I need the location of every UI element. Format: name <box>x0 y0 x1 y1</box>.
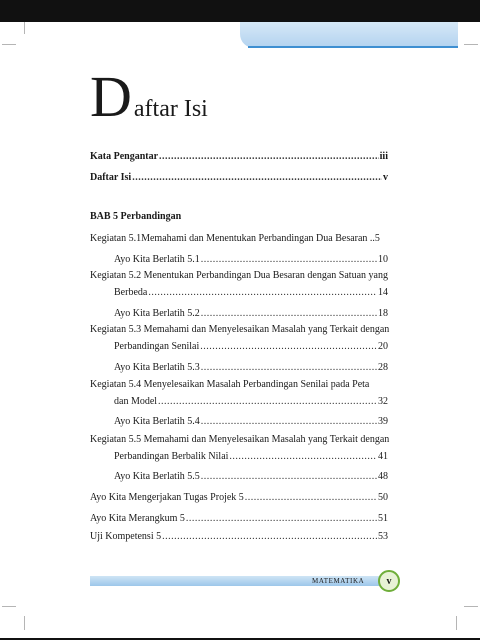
toc-entry-ayo-kita-berlatih-5-5[interactable]: Ayo Kita Berlatih 5.5 ..... 48 <box>114 471 388 482</box>
toc-entry-ayo-kita-berlatih-5-4[interactable]: Ayo Kita Berlatih 5.4 ..... 39 <box>114 416 388 427</box>
toc-entry-merangkum-5[interactable]: Ayo Kita Merangkum 5 ..... 51 <box>90 513 388 524</box>
page-title <box>90 64 208 129</box>
toc-entry-ayo-kita-berlatih-5-2[interactable]: Ayo Kita Berlatih 5.2 ..... 18 <box>114 308 388 319</box>
crop-mark <box>464 44 478 45</box>
toc-entry-kegiatan-5-4-line1: Kegiatan 5.4 Menyelesaikan Masalah Perbandingan Senilai pada Peta <box>90 379 370 390</box>
toc-entry-kegiatan-5-2-line1: Kegiatan 5.2 Menentukan Perbandingan Dua Besaran dengan Satuan yang <box>90 270 388 281</box>
chapter-heading: BAB 5 Perbandingan <box>90 211 182 222</box>
crop-mark <box>24 22 25 34</box>
crop-mark <box>24 616 25 630</box>
toc-entry-ayo-kita-berlatih-5-3[interactable]: Ayo Kita Berlatih 5.3 ..... 28 <box>114 362 388 373</box>
header-decoration-line <box>248 46 458 48</box>
toc-entry-kegiatan-5-3-line1: Kegiatan 5.3 Memahami dan Menyelesaikan Masalah yang Terkait dengan <box>90 324 390 335</box>
toc-entry-kegiatan-5-5[interactable]: Perbandingan Berbalik Nilai ..... 41 <box>114 451 388 462</box>
crop-mark <box>456 616 457 630</box>
toc-entry-kegiatan-5-5-line1: Kegiatan 5.5 Memahami dan Menyelesaikan Masalah yang Terkait dengan <box>90 434 390 445</box>
page-number-badge: v <box>378 570 400 592</box>
toc-entry-kegiatan-5-1[interactable]: Kegiatan 5.1Memahami dan Menentukan Perbandingan Dua Besaran .. 5 <box>90 233 380 244</box>
crop-mark <box>2 44 16 45</box>
toc-entry-kegiatan-5-3[interactable]: Perbandingan Senilai ..... 20 <box>114 341 388 352</box>
crop-mark <box>2 606 16 607</box>
toc-entry-ayo-kita-berlatih-5-1[interactable]: Ayo Kita Berlatih 5.1 ..... 10 <box>114 254 388 265</box>
title-drop-cap: D <box>90 64 132 129</box>
header-decoration-band <box>240 22 458 48</box>
toc-entry-kegiatan-5-2[interactable]: Berbeda ..... 14 <box>114 287 388 298</box>
toc-entry-kata-pengantar[interactable]: Kata Pengantar ..... iii <box>90 151 388 162</box>
top-frame-bar <box>0 0 480 22</box>
title-text: aftar Isi <box>133 96 208 122</box>
crop-mark <box>464 606 478 607</box>
toc-entry-uji-kompetensi-5[interactable]: Uji Kompetensi 5 ..... 53 <box>90 531 388 542</box>
toc-entry-kegiatan-5-4[interactable]: dan Model ..... 32 <box>114 396 388 407</box>
toc-entry-tugas-projek-5[interactable]: Ayo Kita Mengerjakan Tugas Projek 5 ..... 50 <box>90 492 388 503</box>
toc-entry-daftar-isi[interactable]: Daftar Isi ..... v <box>90 172 388 183</box>
footer-subject: MATEMATIKA <box>312 577 365 585</box>
